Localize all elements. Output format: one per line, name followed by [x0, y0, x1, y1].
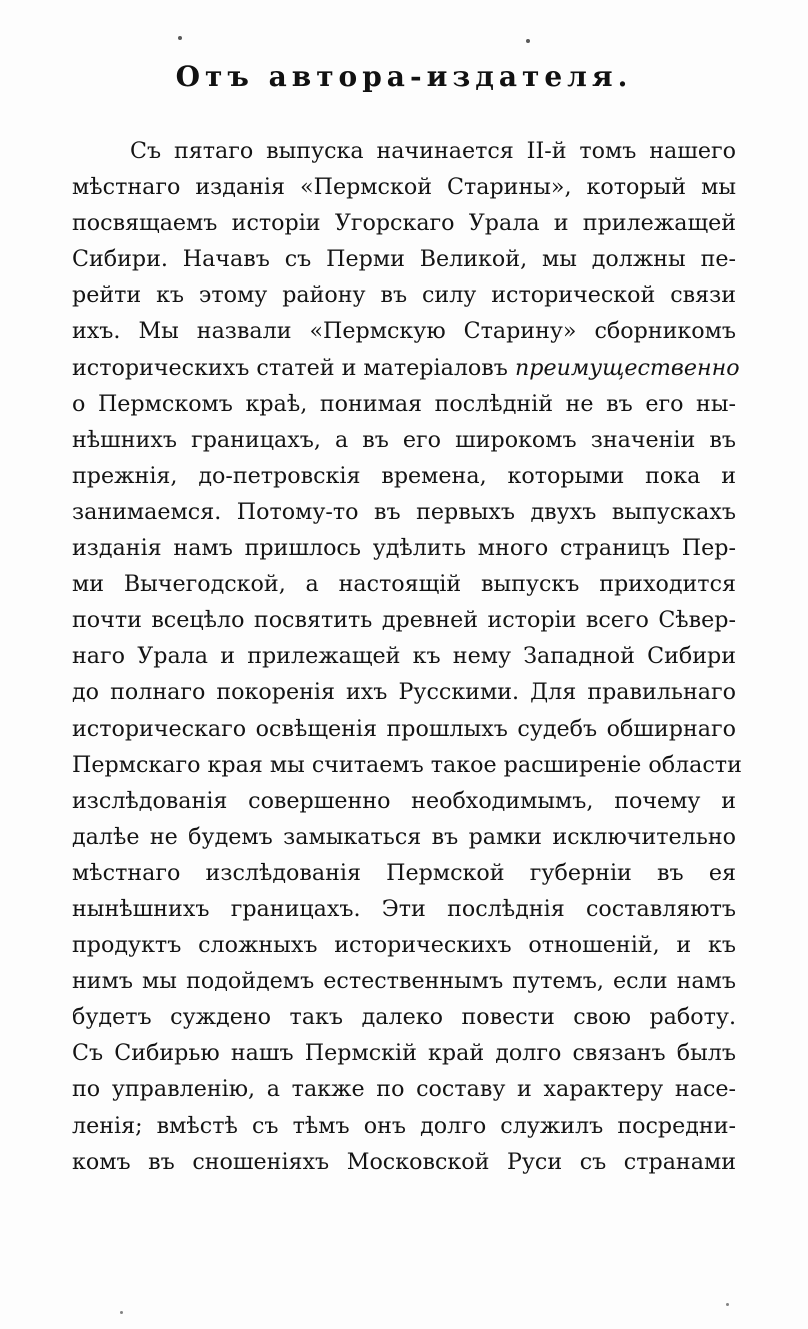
scan-speckle: [178, 36, 182, 40]
text-line: до полнаго покоренія ихъ Русскими. Для правильнаго: [72, 679, 736, 706]
text-line: комъ въ сношеніяхъ Московской Руси съ странами: [72, 1148, 736, 1175]
page-title: Отъ автора-издателя.: [175, 60, 633, 93]
page-content: [72, 60, 742, 1180]
text-line-italic: [72, 350, 740, 386]
text-line: прежнія, до-петровскія времена, которыми пока и: [72, 462, 736, 489]
text-line: Пермскаго края мы считаемъ такое расширеніе области: [72, 751, 742, 778]
text-line: занимаемся. Потому-то въ первыхъ двухъ выпускахъ: [72, 498, 736, 525]
text-line: Съ Сибирью нашъ Пермскій край долго связанъ былъ: [72, 1040, 736, 1067]
text-line: Сибири. Начавъ съ Перми Великой, мы должны пе-: [72, 246, 736, 273]
line-text: Съ пятаго выпуска начинается II-й томъ нашего: [130, 138, 736, 164]
text-line: нѣшнихъ границахъ, а въ его широкомъ значеніи въ: [72, 426, 736, 453]
text-line: будетъ суждено такъ далеко повести свою работу.: [72, 1004, 736, 1031]
text-line: рейти къ этому району въ силу исторической связи: [72, 282, 736, 309]
text-line: изслѣдованія совершенно необходимымъ, почему и: [72, 787, 736, 814]
text-line: ихъ. Мы назвали «Пермскую Старину» сборникомъ: [72, 318, 736, 345]
text-line: нынѣшнихъ границахъ. Эти послѣднія составляютъ: [72, 895, 736, 922]
text-line: наго Урала и прилежащей къ нему Западной Сибири: [72, 643, 736, 670]
scan-speckle: [120, 1311, 123, 1314]
emphasis-phrase: преимущественно: [514, 354, 740, 381]
text-line: мѣстнаго изданія «Пермской Старины», который мы: [72, 174, 736, 201]
body-paragraph: [72, 133, 742, 1180]
scan-speckle: [726, 1303, 729, 1306]
text-line: почти всецѣло посвятить древней исторіи всего Сѣвер-: [72, 607, 736, 634]
text-line: о Пермскомъ краѣ, понимая послѣдній не въ его ны-: [72, 390, 736, 417]
text-line: ленія; вмѣстѣ съ тѣмъ онъ долго служилъ посредни-: [72, 1112, 736, 1139]
text-line: историческаго освѣщенія прошлыхъ судебъ обширнаго: [72, 715, 736, 742]
paragraph: [72, 133, 742, 1180]
text-line: продуктъ сложныхъ историческихъ отношеній, и къ: [72, 932, 736, 959]
scan-speckle: [526, 39, 530, 43]
text-line: [72, 133, 736, 169]
text-line: ми Вычегодской, а настоящій выпускъ приходится: [72, 571, 736, 598]
text-line: по управленію, а также по составу и характеру насе-: [72, 1076, 736, 1103]
line-text: историческихъ статей и матеріаловъ: [72, 354, 515, 381]
text-line: мѣстнаго изслѣдованія Пермской губерніи въ ея: [72, 859, 736, 886]
text-line: далѣе не будемъ замыкаться въ рамки исключительно: [72, 823, 736, 850]
text-line: изданія намъ пришлось удѣлить много страницъ Пер-: [72, 535, 736, 562]
text-line: нимъ мы подойдемъ естественнымъ путемъ, если намъ: [72, 968, 736, 995]
text-line: посвящаемъ исторіи Угорскаго Урала и прилежащей: [72, 210, 736, 237]
